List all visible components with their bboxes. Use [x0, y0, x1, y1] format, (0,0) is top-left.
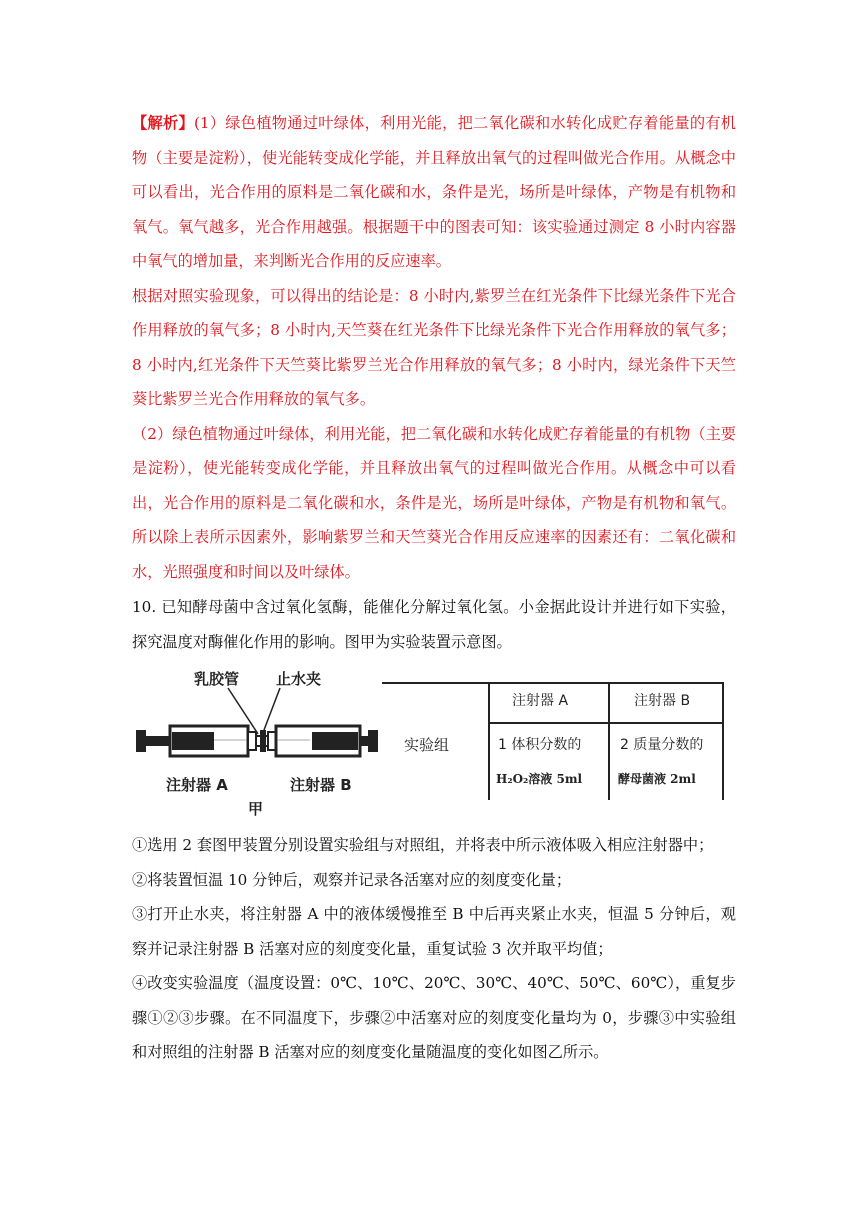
table-col-divider-2	[608, 682, 610, 800]
syringe-diagram	[132, 660, 382, 820]
analysis-tag: 【解析】	[132, 114, 194, 132]
syringe-a-plunger-rod	[146, 736, 170, 746]
syringe-b-plunger-head	[368, 730, 378, 752]
step-3: ③打开止水夹，将注射器 A 中的液体缓慢推至 B 中后再夹紧止水夹，恒温 5 分钟后，观察并记录注射器 B 活塞对应的刻度变化量，重复试验 3 次并取平均值；	[132, 905, 736, 958]
syringe-a-tip	[248, 732, 256, 750]
analysis-paragraph-2: 根据对照实验现象，可以得出的结论是：8 小时内,紫罗兰在红光条件下比绿光条件下光合作用释放的氧气多；8 小时内,天竺葵在红光条件下比绿光条件下光合作用释放的氧气多；8 小时内,红光条件下天竺葵比紫罗兰光合作用释放的氧气多；8 小时内，绿光条件下天竺葵比紫罗兰光合作用释放的氧气多。	[132, 286, 736, 408]
analysis-section	[132, 106, 736, 589]
label-syringe-a: 注射器 A	[166, 776, 228, 794]
syringe-b-piston	[312, 732, 358, 750]
apparatus-figure	[132, 660, 732, 820]
question-steps	[132, 828, 736, 1070]
table-cell-a-line2: H₂O₂溶液 5ml	[496, 772, 583, 786]
syringe-a-piston	[172, 732, 214, 750]
table-top-border	[382, 682, 724, 684]
question-intro: 10. 已知酵母菌中含过氧化氢酶，能催化分解过氧化氢。小金据此设计并进行如下实验，探究温度对酶催化作用的影响。图甲为实验装置示意图。	[132, 598, 736, 651]
syringe-a-plunger-head	[136, 730, 146, 752]
table-right-border	[722, 682, 724, 800]
analysis-paragraph-3: （2）绿色植物通过叶绿体，利用光能，把二氧化碳和水转化成贮存着能量的有机物（主要是淀粉），使光能转变成化学能，并且释放出氧气的过程叫做光合作用。从概念中可以看出，光合作用的原料是二氧化碳和水，条件是光，场所是叶绿体，产物是有机物和氧气。所以除上表所示因素外，影响紫罗兰和天竺葵光合作用反应速率的因素还有：二氧化碳和水，光照强度和时间以及叶绿体。	[132, 424, 736, 581]
clamp-leader-line	[264, 688, 280, 730]
label-water-clamp: 止水夹	[276, 670, 322, 688]
label-syringe-b: 注射器 B	[290, 776, 352, 794]
table-cell-a-line1: 1 体积分数的	[498, 737, 582, 753]
step-4: ④改变实验温度（温度设置：0℃、10℃、20℃、30℃、40℃、50℃、60℃），重复步骤①②③步骤。在不同温度下，步骤②中活塞对应的刻度变化量均为 0，步骤③中实验组和对照组的注射器 B 活塞对应的刻度变化量随温度的变化如图乙所示。	[132, 974, 736, 1061]
table-cell-b-line2: 酵母菌液 2ml	[618, 772, 696, 786]
table-header-a: 注射器 A	[512, 693, 569, 709]
water-clamp	[260, 730, 266, 752]
experiment-table	[382, 682, 724, 800]
step-2: ②将装置恒温 10 分钟后，观察并记录各活塞对应的刻度变化量；	[132, 870, 572, 889]
figure-caption: 甲	[248, 800, 264, 818]
table-col-divider-1	[488, 682, 490, 800]
step-1: ①选用 2 套图甲装置分别设置实验组与对照组，并将表中所示液体吸入相应注射器中；	[132, 836, 714, 854]
table-header-b: 注射器 B	[634, 693, 691, 709]
question-intro-block	[132, 590, 736, 659]
syringe-b-plunger-rod	[360, 736, 368, 746]
label-latex-tube: 乳胶管	[194, 670, 240, 688]
table-header-divider	[488, 722, 724, 724]
analysis-paragraph-1	[132, 106, 736, 279]
analysis-text-1: (1）绿色植物通过叶绿体，利用光能，把二氧化碳和水转化成贮存着能量的有机物（主要是淀粉），使光能转变成化学能，并且释放出氧气的过程叫做光合作用。从概念中可以看出，光合作用的原料是二氧化碳和水，条件是光，场所是叶绿体，产物是有机物和氧气。氧气越多，光合作用越强。根据题干中的图表可知：该实验通过测定 8 小时内容器中氧气的增加量，来判断光合作用的反应速率。	[132, 114, 736, 270]
table-row-label: 实验组	[404, 736, 450, 754]
table-cell-b-line1: 2 质量分数的	[620, 737, 704, 753]
